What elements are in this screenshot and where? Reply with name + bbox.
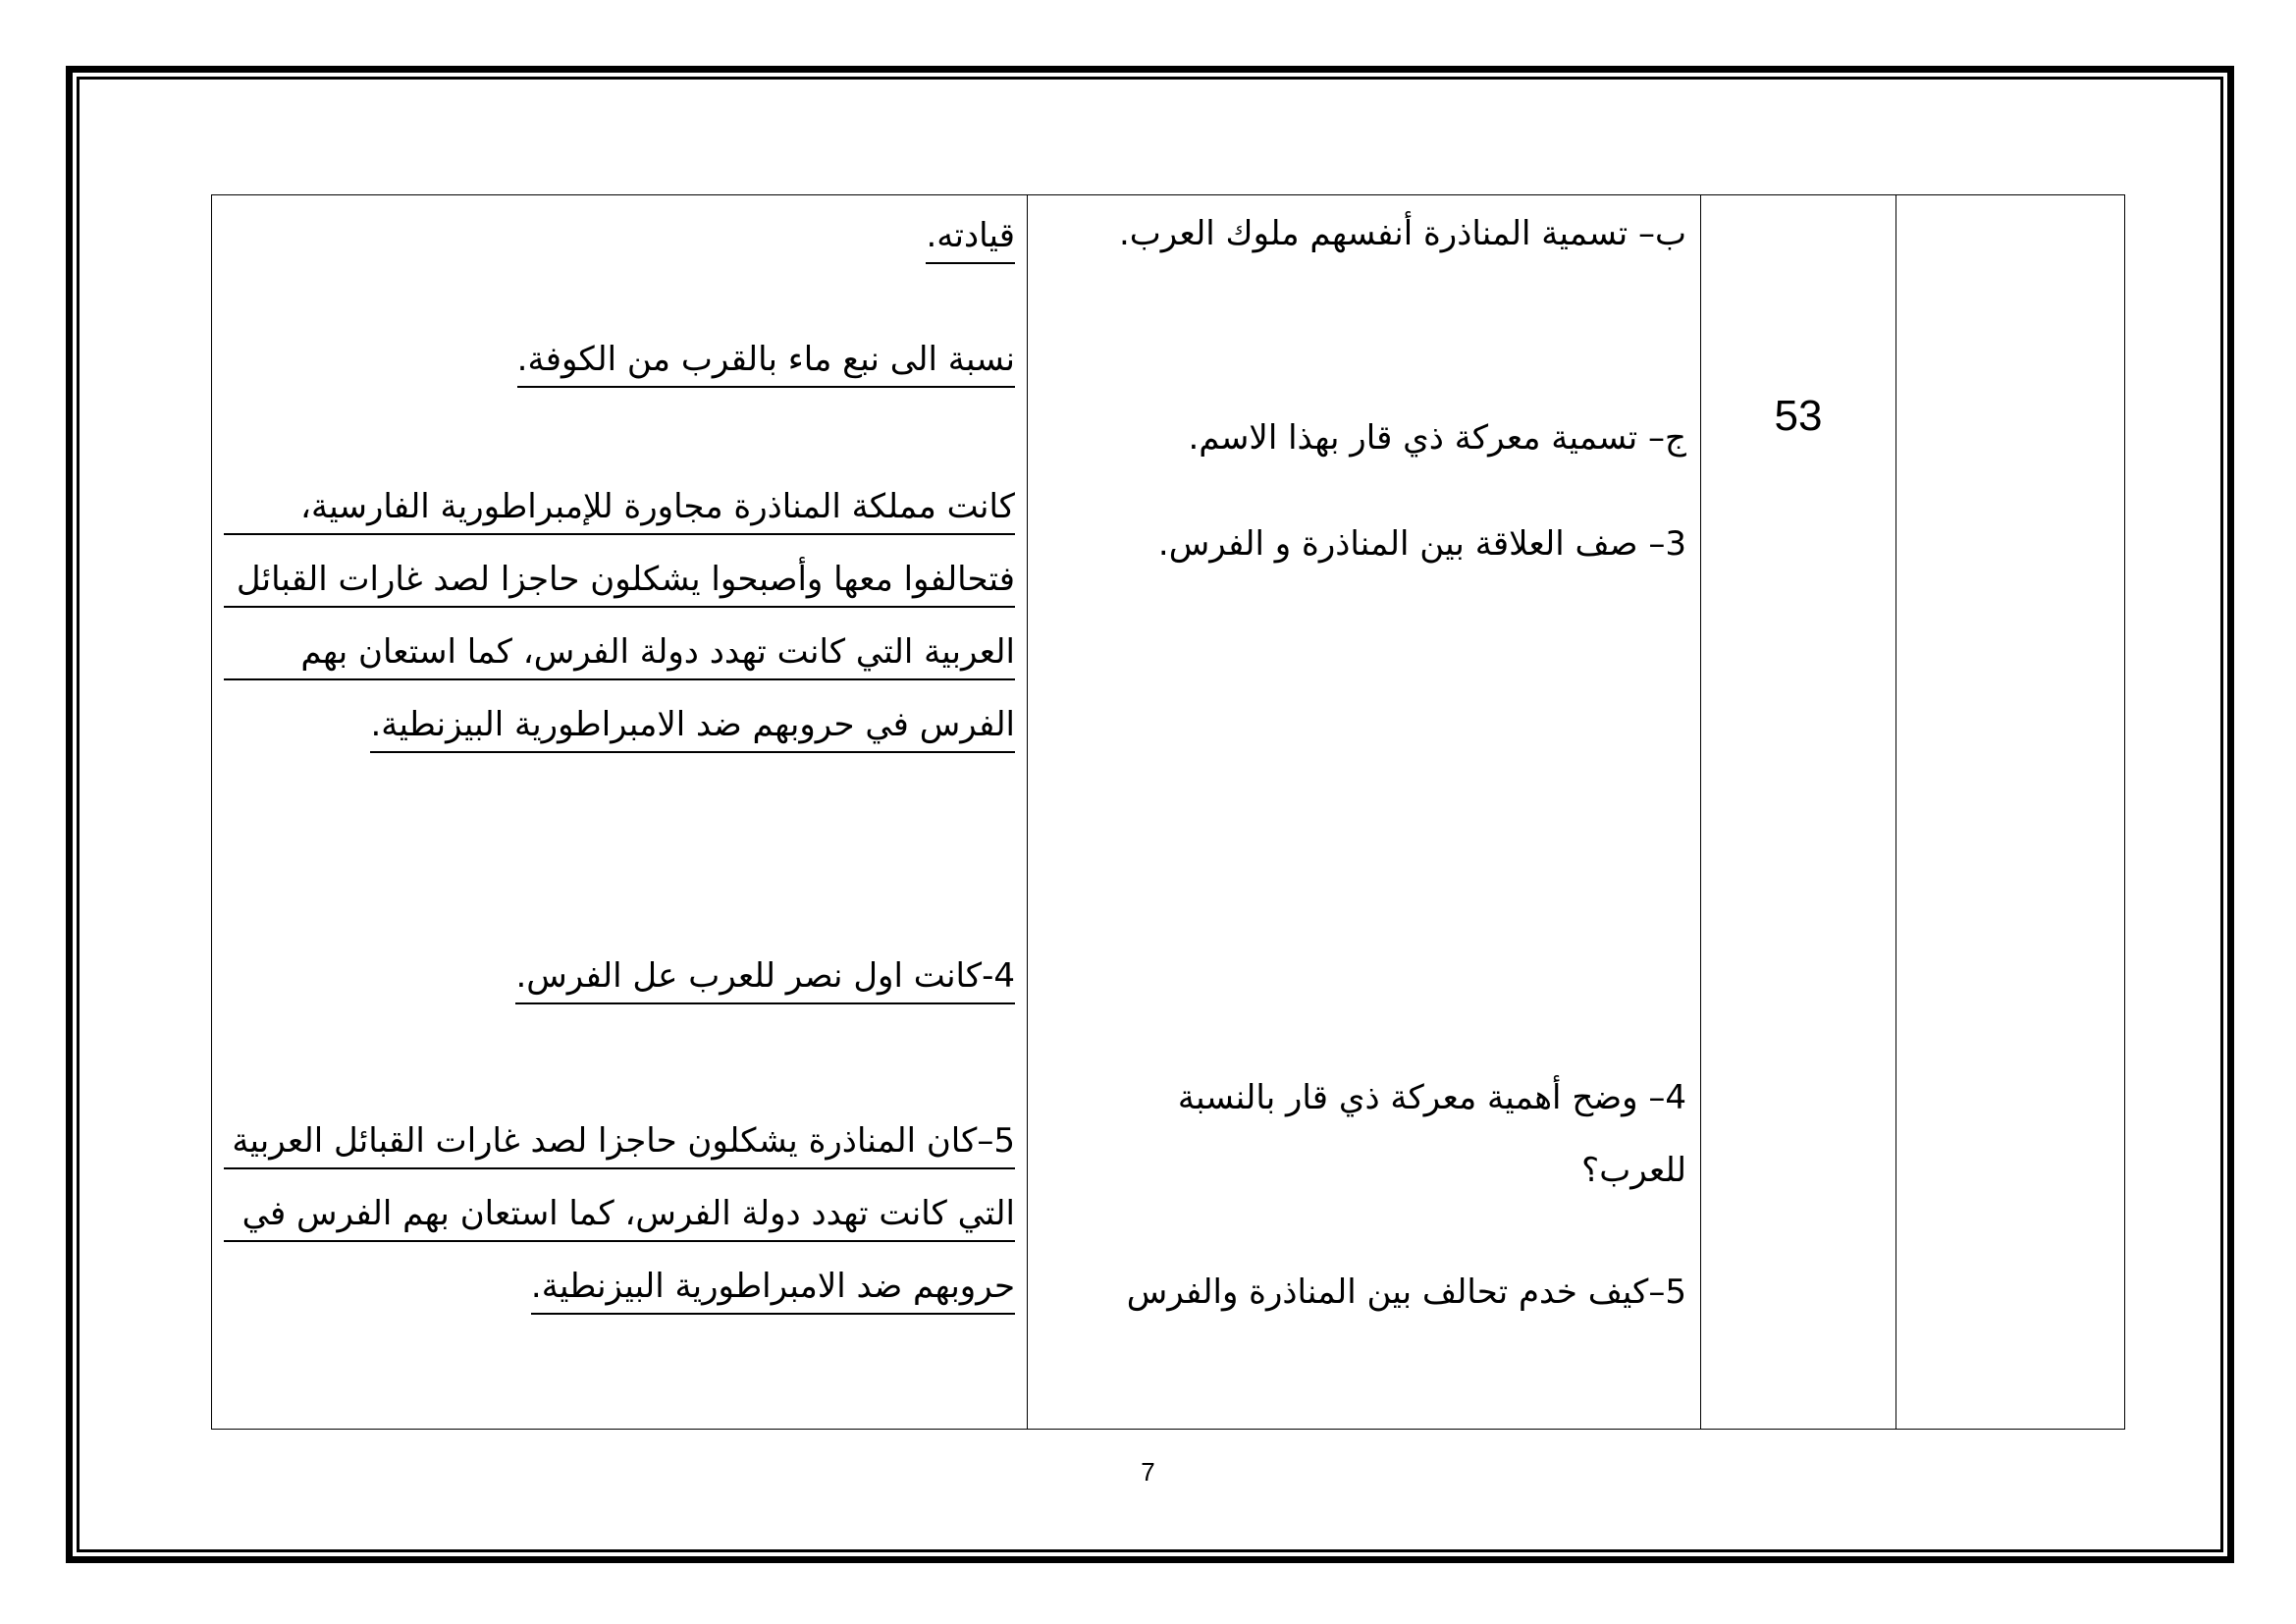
- question-3: 3– صف العلاقة بين المناذرة و الفرس.: [1157, 524, 1686, 564]
- answer-line: قيادته.: [926, 211, 1015, 264]
- answer-line: العربية التي كانت تهدد دولة الفرس، كما استعان بهم: [224, 627, 1015, 680]
- question-c: ج– تسمية معركة ذي قار بهذا الاسم.: [1188, 418, 1686, 458]
- table-cell-questions: [1028, 194, 1700, 1430]
- page-reference: 53: [1774, 392, 1823, 440]
- table-cell-answers: [211, 194, 1028, 1430]
- question-b: ب– تسمية المناذرة أنفسهم ملوك العرب.: [1118, 214, 1686, 253]
- answer-line: فتحالفوا معها وأصبحوا يشكلون حاجزا لصد غارات القبائل: [224, 555, 1015, 608]
- table-cell-empty: [1896, 194, 2125, 1430]
- question-4-line1: 4– وضح أهمية معركة ذي قار بالنسبة: [1177, 1078, 1686, 1117]
- answer-line: التي كانت تهدد دولة الفرس، كما استعان بهم الفرس في: [224, 1189, 1015, 1242]
- answer-line: الفرس في حروبهم ضد الامبراطورية البيزنطية.: [370, 700, 1015, 753]
- answer-line: حروبهم ضد الامبراطورية البيزنطية.: [531, 1262, 1015, 1315]
- question-4-line2: للعرب؟: [1581, 1151, 1686, 1190]
- answer-line: 4-كانت اول نصر للعرب عل الفرس.: [515, 951, 1015, 1004]
- table-cell-page-number: [1700, 194, 1896, 1430]
- answer-line: نسبة الى نبع ماء بالقرب من الكوفة.: [517, 335, 1015, 388]
- answer-line: كانت مملكة المناذرة مجاورة للإمبراطورية الفارسية،: [224, 482, 1015, 535]
- footer-page-number: 7: [1141, 1457, 1155, 1487]
- answer-line: 5–كان المناذرة يشكلون حاجزا لصد غارات القبائل العربية: [224, 1116, 1015, 1169]
- question-5: 5–كيف خدم تحالف بين المناذرة والفرس: [1126, 1272, 1686, 1312]
